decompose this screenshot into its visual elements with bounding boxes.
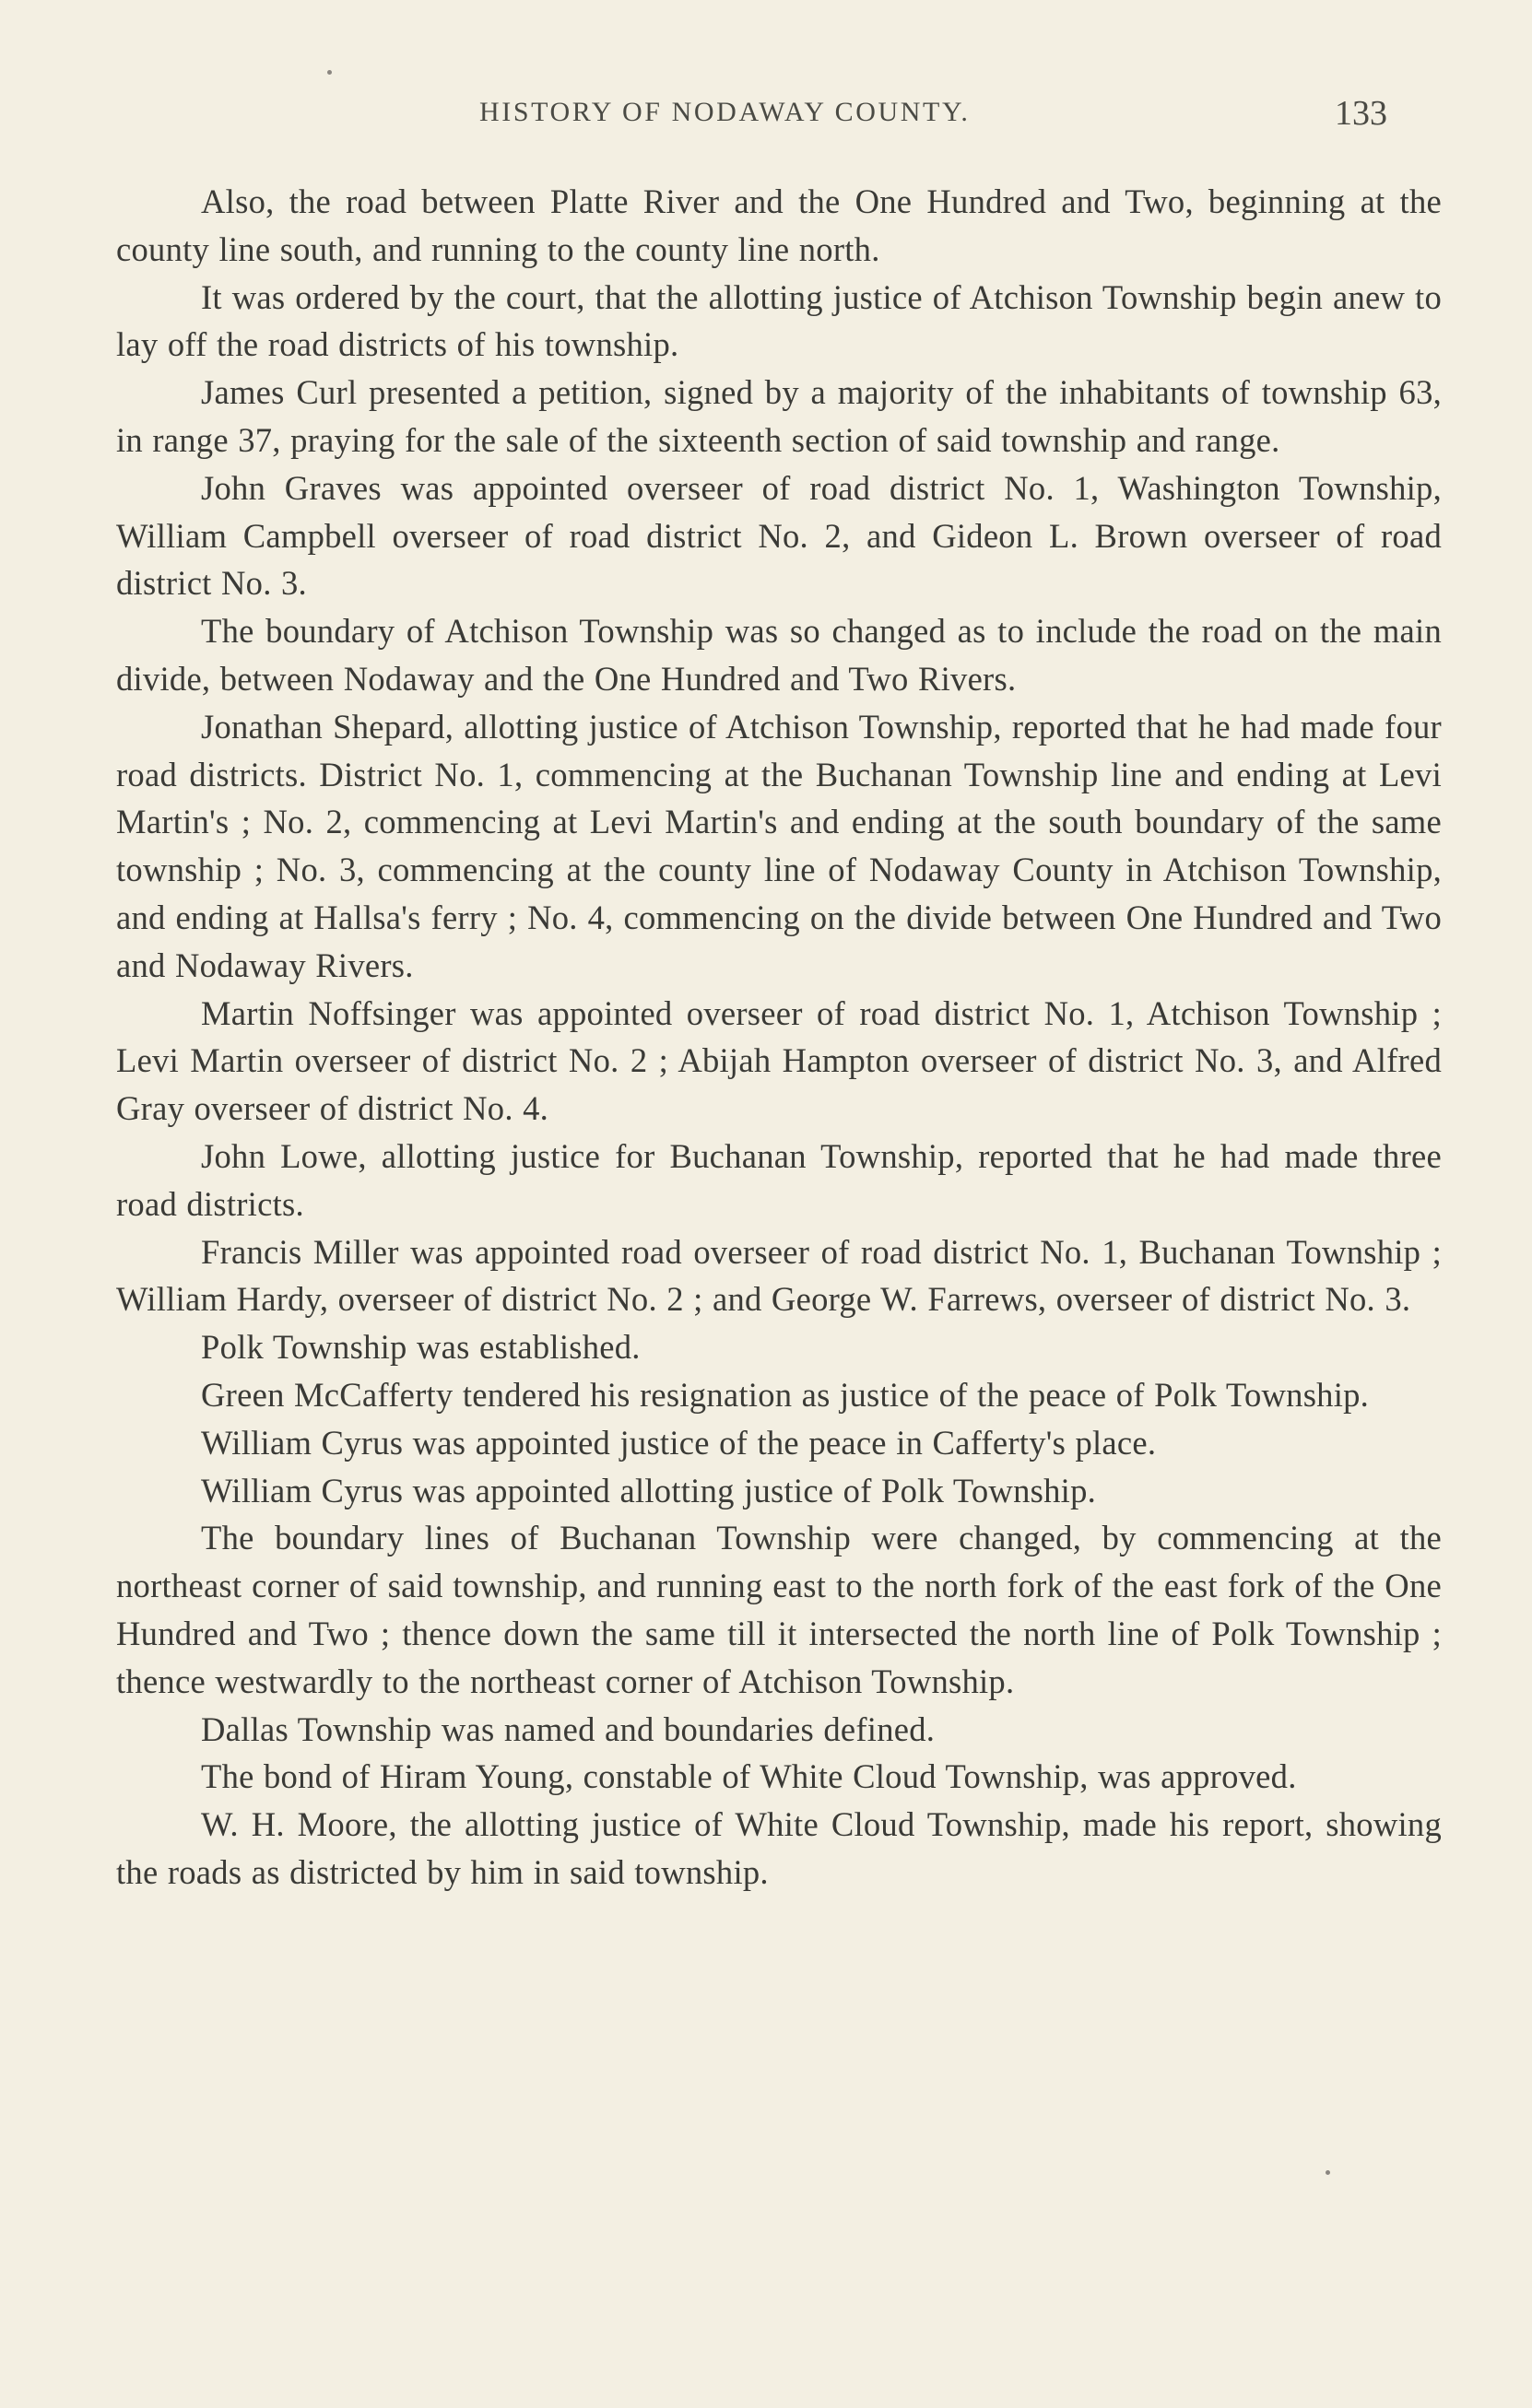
paragraph: Francis Miller was appointed road overseer of road district No. 1, Buchanan Township ; William Hardy, overseer of district No. 2 ; and George W. Farrews, overseer of district No. 3. [116,1232,1442,1319]
paragraph: James Curl presented a petition, signed by a majority of the inhabitants of township 63, in range 37, praying for the sale of the sixteenth section of said township and range. [116,373,1442,459]
paragraph: It was ordered by the court, that the allotting justice of Atchison Township begin anew to lay off the road districts of his township. [116,277,1442,364]
paragraph: John Graves was appointed overseer of road district No. 1, Washington Township, William Campbell overseer of road district No. 2, and Gideon L. Brown overseer of road district No. 3. [116,468,1442,603]
paragraph: John Lowe, allotting justice for Buchanan Township, reported that he had made three road districts. [116,1136,1442,1223]
page-number: 133 [1335,94,1387,133]
paragraph: William Cyrus was appointed allotting justice of Polk Township. [201,1471,1097,1509]
paragraph: William Cyrus was appointed justice of the peace in Cafferty's place. [201,1423,1157,1462]
page-header [118,94,1445,143]
paragraph: The boundary of Atchison Township was so changed as to include the road on the main divide, between Nodaway and the One Hundred and Two Rivers. [116,612,1442,698]
paragraph: The boundary lines of Buchanan Township were changed, by commencing at the northeast corner of said township, and running east to the north fork of the east fork of the One Hundred and Two ; thence down the same till it intersected the north line of Polk Township ; thence westwardly to the northeast corner of Atchison Township. [116,1519,1442,1700]
paragraph: Green McCafferty tendered his resignation as justice of the peace of Polk Township. [201,1375,1370,1414]
body-text [116,178,1442,1897]
running-title: HISTORY OF NODAWAY COUNTY. [479,97,971,127]
paragraph: W. H. Moore, the allotting justice of White Cloud Township, made his report, showing the roads as districted by him in said township. [116,1805,1442,1891]
paragraph: Polk Township was established. [201,1328,641,1367]
paragraph: Also, the road between Platte River and the One Hundred and Two, beginning at the county line south, and running to the county line north. [116,182,1442,268]
paragraph: Dallas Township was named and boundaries defined. [201,1709,936,1748]
ink-speck [327,70,332,75]
ink-speck [1326,2170,1330,2175]
paragraph: Jonathan Shepard, allotting justice of Atchison Township, reported that he had made four road districts. District No. 1, commencing at the Buchanan Township line and ending at Levi Martin's ; No. 2, commencing at Levi Martin's and ending at the south boundary of the same township ; No. 3, commencing at the county line of Nodaway County in Atchison Township, and ending at Hallsa's ferry ; No. 4, commencing on the divide between One Hundred and Two and Nodaway Rivers. [116,707,1442,984]
paragraph: The bond of Hiram Young, constable of White Cloud Township, was approved. [201,1757,1297,1796]
paragraph: Martin Noffsinger was appointed overseer of road district No. 1, Atchison Township ; Levi Martin overseer of district No. 2 ; Abijah Hampton overseer of district No. 3, and Alfred Gray overseer of district No. 4. [116,993,1442,1128]
